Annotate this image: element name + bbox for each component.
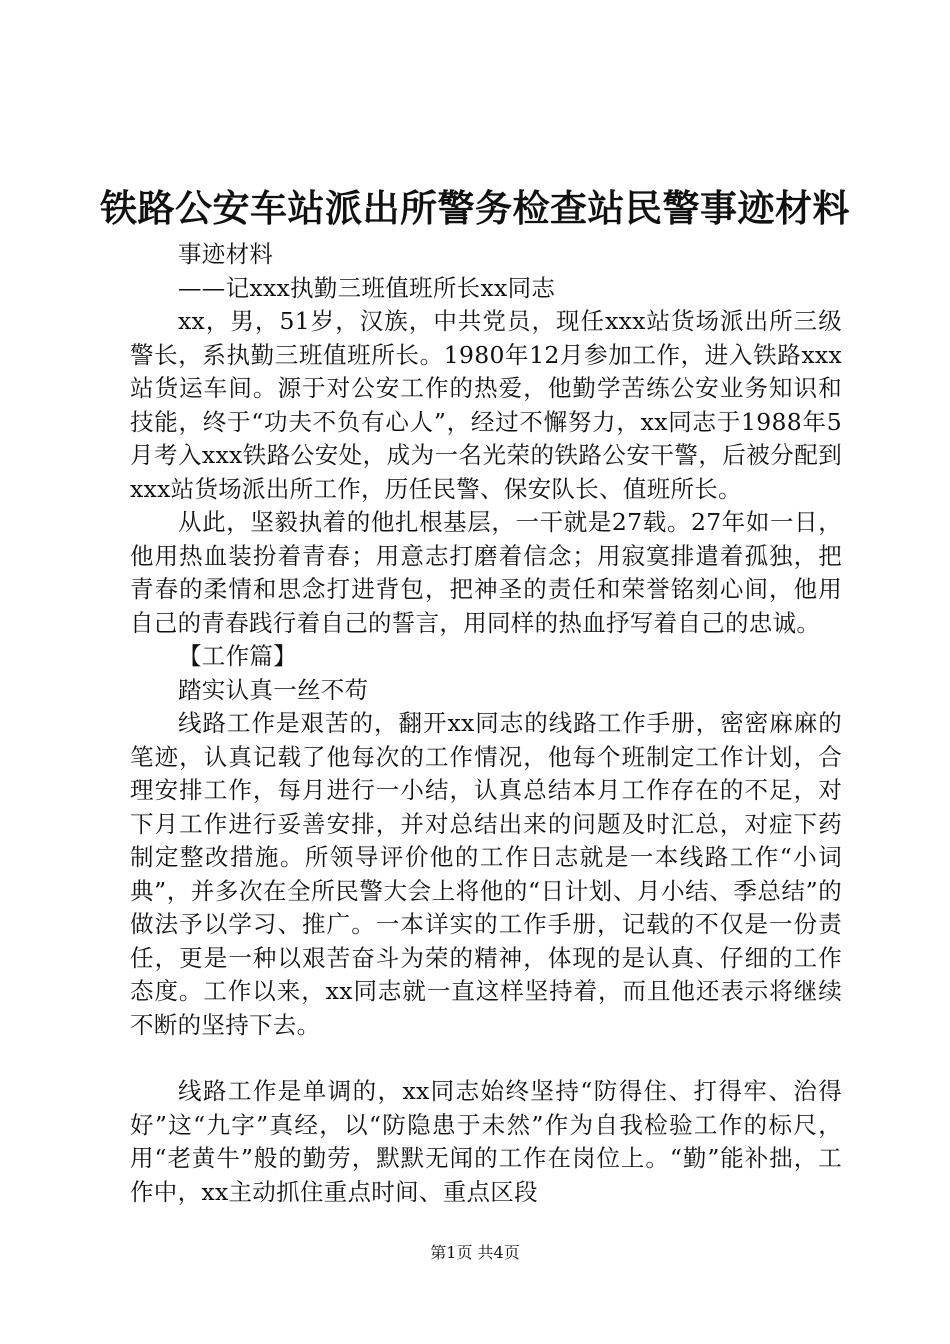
section-heading: 【工作篇】	[178, 642, 297, 670]
subtitle-line: 事迹材料	[178, 240, 274, 268]
section-subheading: 踏实认真一丝不苟	[178, 675, 369, 704]
paragraph-dedication: 从此，坚毅执着的他扎根基层，一干就是27载。27年如一日，他用热血装扮着青春；用意志打磨着信念；用寂寞排遣着孤独，把青春的柔情和思念打进背包，把神圣的责任和荣誉铭刻心间，他用自己的青春践行着自己的誓言，用同样的热血抒写着自己的忠诚。	[130, 508, 842, 637]
paragraph-intro: xx，男，51岁，汉族，中共党员，现任xxx站货场派出所三级警长，系执勤三班值班所长。1980年12月参加工作，进入铁路xxx站货运车间。源于对公安工作的热爱，他勤学苦练公安业务知识和技能，终于“功夫不负有心人”，经过不懈努力，xx同志于1988年5月考入xxx铁路公安处，成为一名光荣的铁路公安干警，后被分配到xxx站货场派出所工作，历任民警、保安队长、值班所长。	[130, 307, 842, 503]
document-title: 铁路公安车站派出所警务检查站民警事迹材料	[100, 186, 850, 230]
paragraph-work-monotonous: 线路工作是单调的，xx同志始终坚持“防得住、打得牢、治得好”这“九字”真经，以“防隐患于未然”作为自我检验工作的标尺，用“老黄牛”般的勤劳，默默无闻的工作在岗位上。“勤”能补拙，工作中，xx主动抓住重点时间、重点区段	[130, 1077, 842, 1206]
paragraph-work-hard: 线路工作是艰苦的，翻开xx同志的线路工作手册，密密麻麻的笔迹，认真记载了他每次的工作情况，他每个班制定工作计划，合理安排工作，每月进行一小结，认真总结本月工作存在的不足，对下月工作进行妥善安排，并对总结出来的问题及时汇总，对症下药制定整改措施。所领导评价他的工作日志就是一本线路工作“小词典”，并多次在全所民警大会上将他的“日计划、月小结、季总结”的做法予以学习、推广。一本详实的工作手册，记载的不仅是一份责任，更是一种以艰苦奋斗为荣的精神，体现的是认真、仔细的工作态度。工作以来，xx同志就一直这样坚持着，而且他还表示将继续不断的坚持下去。	[130, 709, 842, 1039]
dedication-line: ——记xxx执勤三班值班所长xx同志	[178, 273, 556, 302]
document-body	[130, 238, 842, 1209]
page-footer: 第1页 共4页	[430, 1243, 520, 1262]
